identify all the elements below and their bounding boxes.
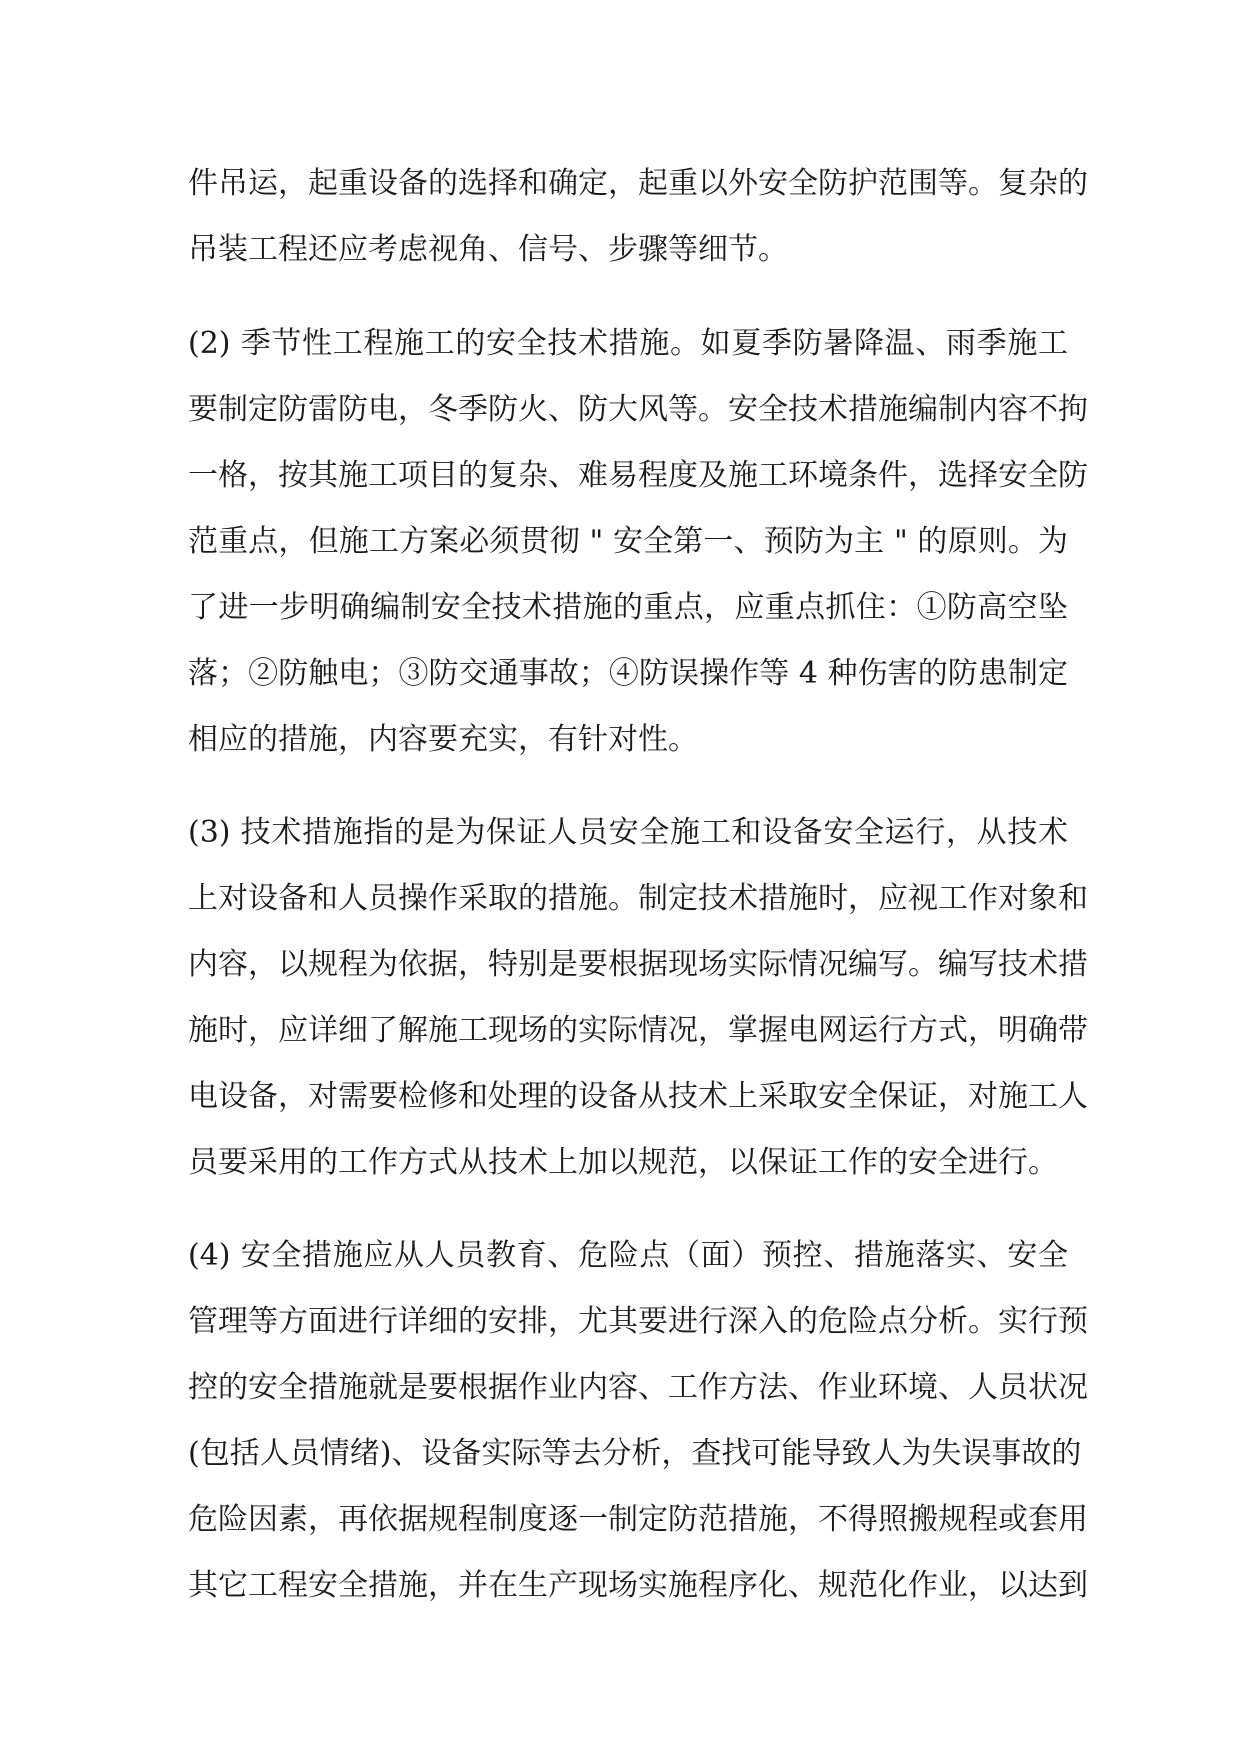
paragraph-lifting-continuation xyxy=(188,151,1088,283)
text-line: 员要采用的工作方式从技术上加以规范，以保证工作的安全进行。 xyxy=(188,1145,1058,1180)
paragraph-seasonal-measures xyxy=(188,311,1088,773)
text-line: (3) 技术措施指的是为保证人员安全施工和设备安全运行，从技术 xyxy=(188,815,1068,850)
text-line: 吊装工程还应考虑视角、信号、步骤等细节。 xyxy=(188,232,788,267)
text-line: 施时，应详细了解施工现场的实际情况，掌握电网运行方式，明确带 xyxy=(188,1013,1088,1048)
text-line: 管理等方面进行详细的安排，尤其要进行深入的危险点分析。实行预 xyxy=(188,1304,1088,1339)
text-line: (包括人员情绪)、设备实际等去分析，查找可能导致人为失误事故的 xyxy=(188,1436,1082,1471)
text-line: 落；②防触电；③防交通事故；④防误操作等 4 种伤害的防患制定 xyxy=(188,656,1068,691)
text-line: 危险因素，再依据规程制度逐一制定防范措施，不得照搬规程或套用 xyxy=(188,1502,1088,1537)
text-line: 件吊运，起重设备的选择和确定，起重以外安全防护范围等。复杂的 xyxy=(188,166,1088,201)
text-line: 一格，按其施工项目的复杂、难易程度及施工环境条件，选择安全防 xyxy=(188,458,1088,493)
text-line: 了进一步明确编制安全技术措施的重点，应重点抓住：①防高空坠 xyxy=(188,590,1068,625)
text-line: 上对设备和人员操作采取的措施。制定技术措施时，应视工作对象和 xyxy=(188,881,1088,916)
paragraph-safety-measures xyxy=(188,1223,1088,1619)
text-line: 控的安全措施就是要根据作业内容、工作方法、作业环境、人员状况 xyxy=(188,1370,1088,1405)
text-line: 电设备，对需要检修和处理的设备从技术上采取安全保证，对施工人 xyxy=(188,1079,1088,1114)
text-line: 其它工程安全措施，并在生产现场实施程序化、规范化作业，以达到 xyxy=(188,1568,1088,1603)
text-line: (4) 安全措施应从人员教育、危险点（面）预控、措施落实、安全 xyxy=(188,1238,1068,1273)
text-line: 要制定防雷防电，冬季防火、防大风等。安全技术措施编制内容不拘 xyxy=(188,392,1088,427)
text-line: 相应的措施，内容要充实，有针对性。 xyxy=(188,722,698,757)
text-line: 范重点，但施工方案必须贯彻 " 安全第一、预防为主 " 的原则。为 xyxy=(188,524,1068,559)
text-line: 内容，以规程为依据，特别是要根据现场实际情况编写。编写技术措 xyxy=(188,947,1088,982)
text-line: (2) 季节性工程施工的安全技术措施。如夏季防暑降温、雨季施工 xyxy=(188,326,1068,361)
paragraph-technical-measures xyxy=(188,800,1088,1196)
